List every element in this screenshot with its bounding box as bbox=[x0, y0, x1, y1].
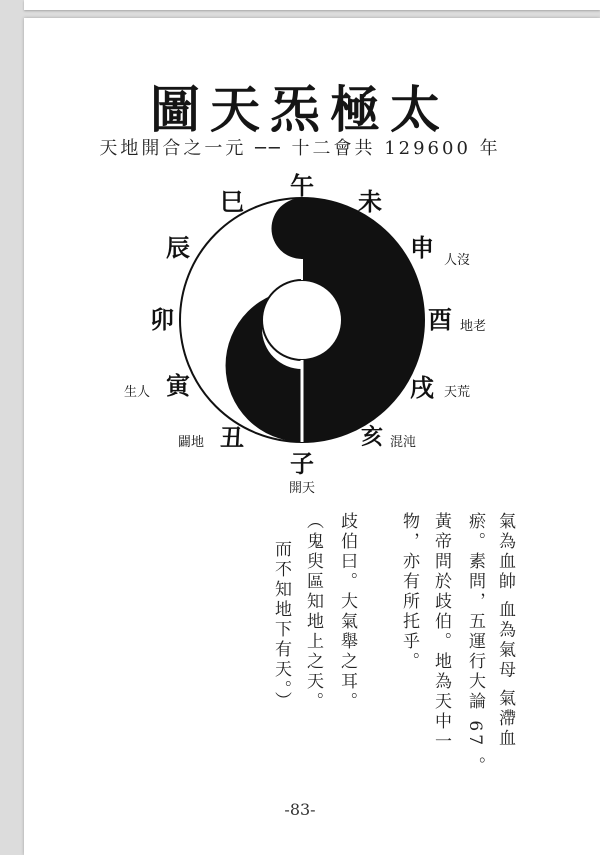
page-title: 圖天炁極太 bbox=[150, 80, 450, 139]
annotation-chou: 闢地 bbox=[178, 435, 205, 450]
branch-hai: 亥 bbox=[360, 424, 384, 450]
text-column-5: 歧伯曰。大氣舉之耳。 bbox=[337, 512, 357, 712]
text-column-4: 物，亦有所托乎。 bbox=[399, 512, 419, 672]
annotation-hai: 混沌 bbox=[390, 435, 417, 450]
page-subtitle: 天地開合之一元 ── 十二會共 129600 年 bbox=[99, 138, 501, 159]
text-column-7: 而不知地下有天。） bbox=[271, 540, 291, 712]
annotation-you: 地老 bbox=[460, 319, 487, 334]
branch-shen: 申 bbox=[410, 233, 434, 262]
branch-wu: 午 bbox=[290, 171, 314, 200]
branch-mao: 卯 bbox=[150, 305, 174, 334]
branch-chen: 辰 bbox=[166, 233, 190, 262]
branch-si: 巳 bbox=[220, 187, 244, 216]
text-column-6: （鬼臾區知地上之天。 bbox=[303, 512, 323, 712]
annotation-xu: 天荒 bbox=[444, 385, 471, 400]
branch-wei: 未 bbox=[358, 187, 382, 216]
annotation-shen: 人沒 bbox=[444, 253, 471, 268]
text-column-2: 瘀。素問，五運行大論 67 。 bbox=[465, 512, 485, 777]
branch-chou: 丑 bbox=[220, 423, 244, 452]
branch-you: 酉 bbox=[428, 305, 452, 334]
text-column-3: 黃帝問於歧伯。地為天中一 bbox=[431, 512, 451, 752]
branch-xu: 戌 bbox=[410, 373, 434, 402]
annotation-zi: 開天 bbox=[288, 481, 316, 496]
text-column-1: 氣為血帥 血為氣母 氣滯血 bbox=[495, 512, 515, 749]
annotation-yin: 生人 bbox=[124, 385, 151, 400]
branch-zi: 子 bbox=[290, 449, 314, 478]
page-number: -83- bbox=[284, 800, 316, 819]
branch-yin: 寅 bbox=[166, 371, 190, 400]
inner-circle bbox=[262, 280, 342, 360]
